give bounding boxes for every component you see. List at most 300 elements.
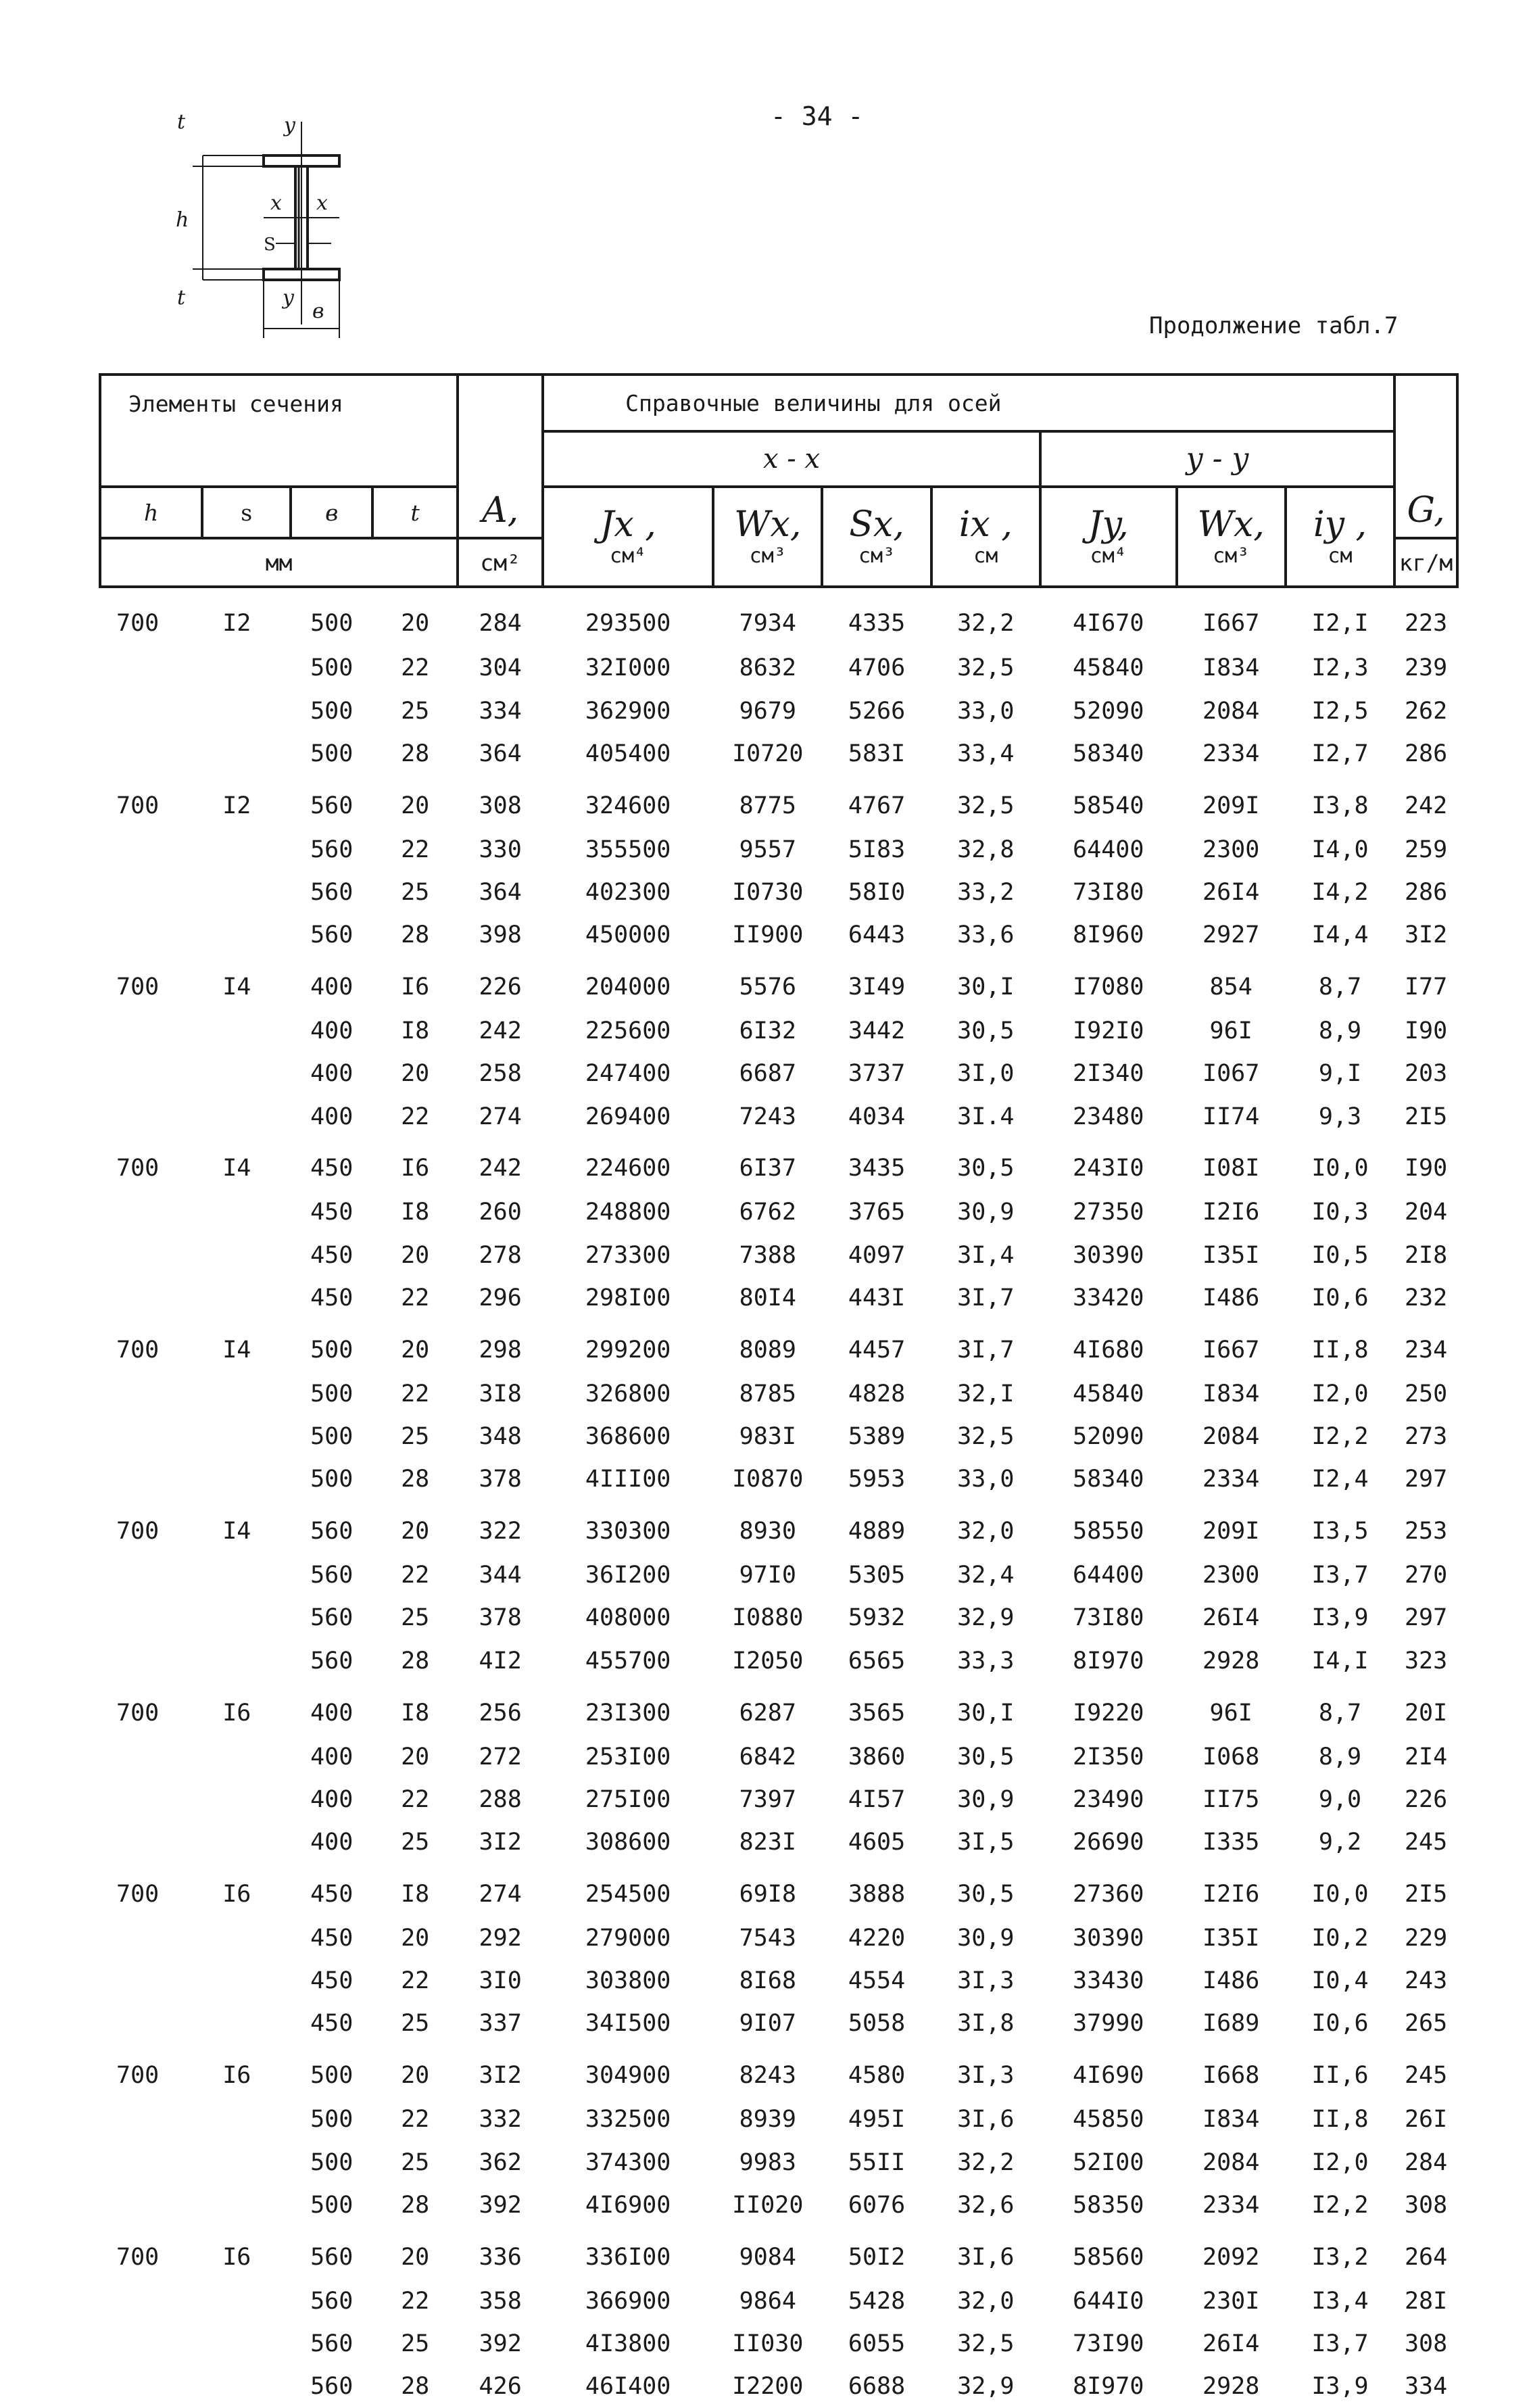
table-cell: 256	[479, 1699, 522, 1727]
table-cell: 500	[310, 654, 354, 682]
table-cell: 362	[479, 2148, 522, 2176]
table-cell: 8,9	[1318, 1743, 1362, 1771]
table-cell: I2	[222, 610, 251, 637]
table-cell: 242	[1404, 792, 1448, 819]
table-row	[100, 1415, 1457, 1458]
table-cell: 560	[310, 1518, 354, 1545]
table-cell: 450	[310, 1967, 354, 1995]
table-cell: 583I	[848, 740, 906, 767]
table-cell: 58540	[1073, 792, 1144, 819]
table-cell: 5266	[848, 697, 906, 725]
table-cell: 32,I	[957, 1380, 1015, 1407]
table-cell: 58550	[1073, 1518, 1144, 1545]
table-cell: 700	[116, 1336, 160, 1364]
table-cell: 298	[479, 1336, 522, 1364]
diagram-label-x-left: x	[270, 191, 282, 215]
table-cell: 23490	[1073, 1785, 1144, 1813]
table-cell: 3I,0	[957, 1060, 1015, 1088]
header-a: A,	[458, 375, 543, 538]
table-cell: 6055	[848, 2330, 906, 2357]
table-cell: I4,0	[1311, 836, 1369, 863]
table-cell: I8	[401, 1017, 430, 1044]
table-cell: 33,3	[957, 1647, 1015, 1675]
table-row	[100, 2365, 1457, 2408]
table-cell: 2084	[1202, 2148, 1260, 2176]
table-row	[100, 1095, 1457, 1138]
i-beam-section-diagram	[162, 108, 385, 338]
table-cell: 9I07	[739, 2010, 796, 2038]
table-cell: II020	[732, 2191, 804, 2219]
table-cell: 52090	[1073, 1423, 1144, 1451]
table-cell	[100, 2002, 202, 2045]
table-cell: 25	[401, 2148, 430, 2176]
table-cell: 9,0	[1318, 1785, 1362, 1813]
table-cell: I4	[222, 1155, 251, 1182]
table-cell: 2I340	[1073, 1060, 1144, 1088]
table-cell	[100, 1009, 202, 1052]
table-cell: 37990	[1073, 2010, 1144, 2038]
table-cell: 33430	[1073, 1967, 1144, 1995]
table-cell: 22	[401, 1967, 430, 1995]
table-cell: I0,4	[1311, 1967, 1369, 1995]
table-cell: 2928	[1202, 1647, 1260, 1675]
table-cell: 5932	[848, 1604, 906, 1632]
table-cell: 450	[310, 2010, 354, 2038]
table-cell	[100, 1191, 202, 1234]
table-cell: 209I	[1202, 1518, 1260, 1545]
table-cell: 2I4	[1404, 1743, 1448, 1771]
header-a-unit: см²	[458, 538, 543, 587]
table-cell: 3I8	[479, 1380, 522, 1407]
table-cell: 500	[310, 2148, 354, 2176]
table-cell: 2928	[1202, 2373, 1260, 2401]
table-cell: 22	[401, 836, 430, 863]
table-cell: I0,6	[1311, 2010, 1369, 2038]
table-cell: 450	[310, 1199, 354, 1226]
table-cell: 258	[479, 1060, 522, 1088]
table-cell	[100, 1372, 202, 1415]
header-s: s	[202, 487, 291, 538]
table-cell: I834	[1202, 654, 1260, 682]
table-cell: 450	[310, 1924, 354, 1952]
table-cell: 5389	[848, 1423, 906, 1451]
table-cell	[100, 1639, 202, 1682]
table-cell	[202, 2365, 291, 2408]
table-cell	[202, 690, 291, 732]
table-row	[100, 1735, 1457, 1778]
table-cell: 560	[310, 2243, 354, 2271]
header-g: G,	[1394, 375, 1457, 538]
table-cell: I0,3	[1311, 1199, 1369, 1226]
table-cell: 20	[401, 792, 430, 819]
table-cell: 272	[479, 1743, 522, 1771]
table-cell: 28	[401, 1647, 430, 1675]
table-cell: 322	[479, 1518, 522, 1545]
table-cell: 560	[310, 2287, 354, 2315]
table-cell: 3442	[848, 1017, 906, 1044]
table-cell: 58I0	[848, 878, 906, 906]
table-cell: II,8	[1311, 1336, 1369, 1364]
table-row	[100, 1554, 1457, 1596]
table-cell: 7543	[739, 1924, 796, 1952]
table-cell: 25	[401, 697, 430, 725]
table-cell: 20	[401, 1924, 430, 1952]
table-cell: 6565	[848, 1647, 906, 1675]
table-cell: 3565	[848, 1699, 906, 1727]
table-cell: 4828	[848, 1380, 906, 1407]
table-cell: 400	[310, 1699, 354, 1727]
table-cell: 275I00	[585, 1785, 671, 1813]
table-cell: 700	[116, 1699, 160, 1727]
table-cell: I90	[1404, 1155, 1448, 1182]
table-cell: 6688	[848, 2373, 906, 2401]
table-cell: 408000	[585, 1604, 671, 1632]
table-cell: I92I0	[1073, 1017, 1144, 1044]
table-cell: 323	[1404, 1647, 1448, 1675]
table-cell: 6687	[739, 1060, 796, 1088]
table-cell: 274	[479, 1880, 522, 1908]
table-cell: 250	[1404, 1380, 1448, 1407]
table-cell: 274	[479, 1103, 522, 1130]
table-cell: 500	[310, 1466, 354, 1493]
table-cell: 700	[116, 2062, 160, 2090]
table-cell: 6443	[848, 921, 906, 949]
table-cell: 52I00	[1073, 2148, 1144, 2176]
table-cell: 3I,3	[957, 1967, 1015, 1995]
table-cell: 64400	[1073, 1562, 1144, 1589]
header-sx: Sx, см³	[822, 487, 931, 587]
table-cell	[202, 1234, 291, 1276]
table-cell: 230I	[1202, 2287, 1260, 2315]
table-cell: II74	[1202, 1103, 1260, 1130]
table-cell: 73I90	[1073, 2330, 1144, 2357]
diagram-label-x-right: x	[316, 191, 328, 215]
table-cell	[100, 647, 202, 690]
table-cell: 560	[310, 1647, 354, 1675]
table-cell: 560	[310, 921, 354, 949]
table-cell: 7934	[739, 610, 796, 637]
table-cell: 5I83	[848, 836, 906, 863]
table-cell: II900	[732, 921, 804, 949]
table-cell: 450	[310, 1155, 354, 1182]
header-jx: Jx , см⁴	[543, 487, 713, 587]
table-cell: 58560	[1073, 2243, 1144, 2271]
table-cell: 500	[310, 2106, 354, 2134]
table-cell: 5428	[848, 2287, 906, 2315]
table-cell	[100, 1597, 202, 1639]
table-cell: I4,I	[1311, 1647, 1369, 1675]
table-cell: 378	[479, 1466, 522, 1493]
table-cell: 450	[310, 1241, 354, 1269]
table-cell: 34I500	[585, 2010, 671, 2038]
table-cell: I90	[1404, 1017, 1448, 1044]
table-cell: 3I0	[479, 1967, 522, 1995]
table-cell: 22	[401, 2287, 430, 2315]
table-cell: 25	[401, 2330, 430, 2357]
header-axis-y: y - y	[1040, 431, 1394, 487]
table-cell: 22	[401, 1785, 430, 1813]
table-cell: 30,9	[957, 1199, 1015, 1226]
table-row	[100, 647, 1457, 690]
table-row	[100, 1639, 1457, 1682]
table-cell: 3I,4	[957, 1241, 1015, 1269]
table-row	[100, 732, 1457, 775]
table-cell: 22	[401, 654, 430, 682]
table-cell	[100, 690, 202, 732]
table-cell: 4580	[848, 2062, 906, 2090]
table-cell: 500	[310, 1380, 354, 1407]
table-cell: 560	[310, 878, 354, 906]
table-cell: I335	[1202, 1829, 1260, 1856]
table-cell: 3435	[848, 1155, 906, 1182]
table-cell: 368600	[585, 1423, 671, 1451]
table-cell: 253I00	[585, 1743, 671, 1771]
diagram-label-y-top: y	[284, 114, 295, 137]
table-cell: 209I	[1202, 792, 1260, 819]
table-cell: I068	[1202, 1743, 1260, 1771]
table-cell: 9983	[739, 2148, 796, 2176]
table-cell: 5953	[848, 1466, 906, 1493]
table-cell: 400	[310, 1829, 354, 1856]
table-cell: I35I	[1202, 1241, 1260, 1269]
table-cell: 3765	[848, 1199, 906, 1226]
table-cell: 32,2	[957, 610, 1015, 637]
table-row	[100, 1138, 1457, 1190]
table-cell: 73I80	[1073, 878, 1144, 906]
table-cell	[100, 2098, 202, 2141]
table-cell	[202, 1009, 291, 1052]
table-cell: 58340	[1073, 740, 1144, 767]
table-cell: I6	[222, 2243, 251, 2271]
table-cell: 30,I	[957, 973, 1015, 1001]
table-cell: 30,5	[957, 1155, 1015, 1182]
table-cell: 2927	[1202, 921, 1260, 949]
table-cell: 4097	[848, 1241, 906, 1269]
table-cell: I4,4	[1311, 921, 1369, 949]
table-cell: 400	[310, 1103, 354, 1130]
table-cell: 8I970	[1073, 2373, 1144, 2401]
table-row	[100, 1917, 1457, 1959]
table-cell: 3I2	[1404, 921, 1448, 949]
table-cell: 28	[401, 921, 430, 949]
table-cell: 348	[479, 1423, 522, 1451]
table-cell: I2,0	[1311, 1380, 1369, 1407]
table-cell: 3888	[848, 1880, 906, 1908]
table-cell: I2I6	[1202, 1880, 1260, 1908]
table-cell: 4335	[848, 610, 906, 637]
table-cell: 700	[116, 792, 160, 819]
table-cell: 8I68	[739, 1967, 796, 1995]
table-row	[100, 871, 1457, 913]
header-t: t	[372, 487, 458, 538]
table-row	[100, 1009, 1457, 1052]
table-cell: 2334	[1202, 1466, 1260, 1493]
table-cell	[100, 732, 202, 775]
table-cell: 25	[401, 1423, 430, 1451]
table-cell: I834	[1202, 1380, 1260, 1407]
table-cell: 32,5	[957, 654, 1015, 682]
table-cell: 400	[310, 1060, 354, 1088]
table-cell: 560	[310, 2373, 354, 2401]
table-cell: 30,9	[957, 1924, 1015, 1952]
table-cell: 20	[401, 1518, 430, 1545]
table-cell: I0870	[732, 1466, 804, 1493]
table-cell: 224600	[585, 1155, 671, 1182]
table-cell: 500	[310, 1336, 354, 1364]
table-cell: 9864	[739, 2287, 796, 2315]
table-cell: 8775	[739, 792, 796, 819]
table-cell: 33,4	[957, 740, 1015, 767]
table-cell: 279000	[585, 1924, 671, 1952]
table-cell: 8,7	[1318, 1699, 1362, 1727]
table-cell: I0,2	[1311, 1924, 1369, 1952]
table-cell: 33,2	[957, 878, 1015, 906]
table-cell: I2,2	[1311, 2191, 1369, 2219]
table-cell: I2050	[732, 1647, 804, 1675]
table-cell: 30,I	[957, 1699, 1015, 1727]
header-iy: iy , см	[1286, 487, 1394, 587]
table-cell: 4706	[848, 654, 906, 682]
table-cell: 6287	[739, 1699, 796, 1727]
table-cell: 20I	[1404, 1699, 1448, 1727]
table-cell: 245	[1404, 1829, 1448, 1856]
table-row	[100, 2002, 1457, 2045]
table-cell: 292	[479, 1924, 522, 1952]
table-cell: 2300	[1202, 836, 1260, 863]
header-axis-x: x - x	[543, 431, 1040, 487]
table-cell: 9,3	[1318, 1103, 1362, 1130]
table-cell: 28	[401, 2191, 430, 2219]
header-g-unit: кг/м	[1394, 538, 1457, 587]
table-cell: I2,2	[1311, 1423, 1369, 1451]
header-ix: ix , см	[931, 487, 1040, 587]
table-cell: II,6	[1311, 2062, 1369, 2090]
table-cell: 20	[401, 1060, 430, 1088]
table-cell: 500	[310, 1423, 354, 1451]
table-cell	[100, 914, 202, 957]
table-cell: 2334	[1202, 2191, 1260, 2219]
table-cell: 32,9	[957, 1604, 1015, 1632]
header-b: в	[291, 487, 372, 538]
table-cell: 298I00	[585, 1284, 671, 1311]
table-cell: 30390	[1073, 1924, 1144, 1952]
table-cell: 32,0	[957, 1518, 1015, 1545]
table-cell	[202, 828, 291, 871]
table-cell: 4I3800	[585, 2330, 671, 2357]
table-cell: 358	[479, 2287, 522, 2315]
table-cell: 8I970	[1073, 1647, 1144, 1675]
table-cell: 269400	[585, 1103, 671, 1130]
table-row	[100, 1864, 1457, 1917]
table-row	[100, 957, 1457, 1009]
table-cell: 6762	[739, 1199, 796, 1226]
diagram-label-t-bottom: t	[177, 286, 186, 310]
table-cell: 243	[1404, 1967, 1448, 1995]
table-cell: 3I,6	[957, 2106, 1015, 2134]
table-cell: 22	[401, 1284, 430, 1311]
table-cell: 33,6	[957, 921, 1015, 949]
table-cell: 644I0	[1073, 2287, 1144, 2315]
header-reference: Справочные величины для осей	[543, 375, 1394, 431]
table-cell: I9220	[1073, 1699, 1144, 1727]
table-cell: 299200	[585, 1336, 671, 1364]
table-cell: 7397	[739, 1785, 796, 1813]
table-cell: 426	[479, 2373, 522, 2401]
table-cell: 30,5	[957, 1743, 1015, 1771]
table-cell: 22	[401, 1103, 430, 1130]
table-cell: I2,I	[1311, 610, 1369, 637]
table-cell	[202, 2184, 291, 2226]
table-cell: I2,0	[1311, 2148, 1369, 2176]
table-cell: 4III00	[585, 1466, 671, 1493]
table-cell: 229	[1404, 1924, 1448, 1952]
table-cell: 400	[310, 1017, 354, 1044]
table-cell: 33,0	[957, 697, 1015, 725]
table-cell: 4I680	[1073, 1336, 1144, 1364]
table-cell: 700	[116, 1155, 160, 1182]
table-cell: 8243	[739, 2062, 796, 2090]
table-cell: 364	[479, 740, 522, 767]
table-cell: 50I2	[848, 2243, 906, 2271]
table-cell: 2I5	[1404, 1880, 1448, 1908]
table-cell	[202, 1372, 291, 1415]
header-wy: Wx, см³	[1177, 487, 1286, 587]
table-cell: I2I6	[1202, 1199, 1260, 1226]
table-cell: II030	[732, 2330, 804, 2357]
table-cell: 366900	[585, 2287, 671, 2315]
table-cell: 7388	[739, 1241, 796, 1269]
table-row	[100, 2322, 1457, 2365]
page-number: - 34 -	[771, 101, 864, 131]
table-cell: 5576	[739, 973, 796, 1001]
table-cell: 286	[1404, 740, 1448, 767]
table-cell: 293500	[585, 610, 671, 637]
table-cell	[202, 914, 291, 957]
diagram-label-t-top: t	[177, 110, 186, 134]
table-cell	[100, 2141, 202, 2184]
table-cell: 3I,8	[957, 2010, 1015, 2038]
table-cell: I3,4	[1311, 2287, 1369, 2315]
table-cell: I6	[222, 2062, 251, 2090]
table-cell: I667	[1202, 610, 1260, 637]
table-cell: I8	[401, 1199, 430, 1226]
table-cell: 264	[1404, 2243, 1448, 2271]
table-row	[100, 1960, 1457, 2002]
table-cell: 23480	[1073, 1103, 1144, 1130]
table-cell	[100, 1458, 202, 1501]
table-cell: 265	[1404, 2010, 1448, 2038]
table-cell: 4I670	[1073, 610, 1144, 637]
table-cell: I4	[222, 1518, 251, 1545]
table-cell: I6	[222, 1880, 251, 1908]
table-cell: II75	[1202, 1785, 1260, 1813]
table-cell: 245	[1404, 2062, 1448, 2090]
table-row	[100, 2280, 1457, 2322]
table-cell: 2334	[1202, 740, 1260, 767]
table-cell: 52090	[1073, 697, 1144, 725]
table-row	[100, 1821, 1457, 1863]
table-cell	[100, 2322, 202, 2365]
table-cell: I3,7	[1311, 1562, 1369, 1589]
table-cell: 332	[479, 2106, 522, 2134]
table-cell: I2200	[732, 2373, 804, 2401]
table-cell: 823I	[739, 1829, 796, 1856]
table-row	[100, 2184, 1457, 2226]
table-cell: I6	[222, 1699, 251, 1727]
table-cell: 45850	[1073, 2106, 1144, 2134]
table-cell: 3737	[848, 1060, 906, 1088]
table-row	[100, 1320, 1457, 1372]
